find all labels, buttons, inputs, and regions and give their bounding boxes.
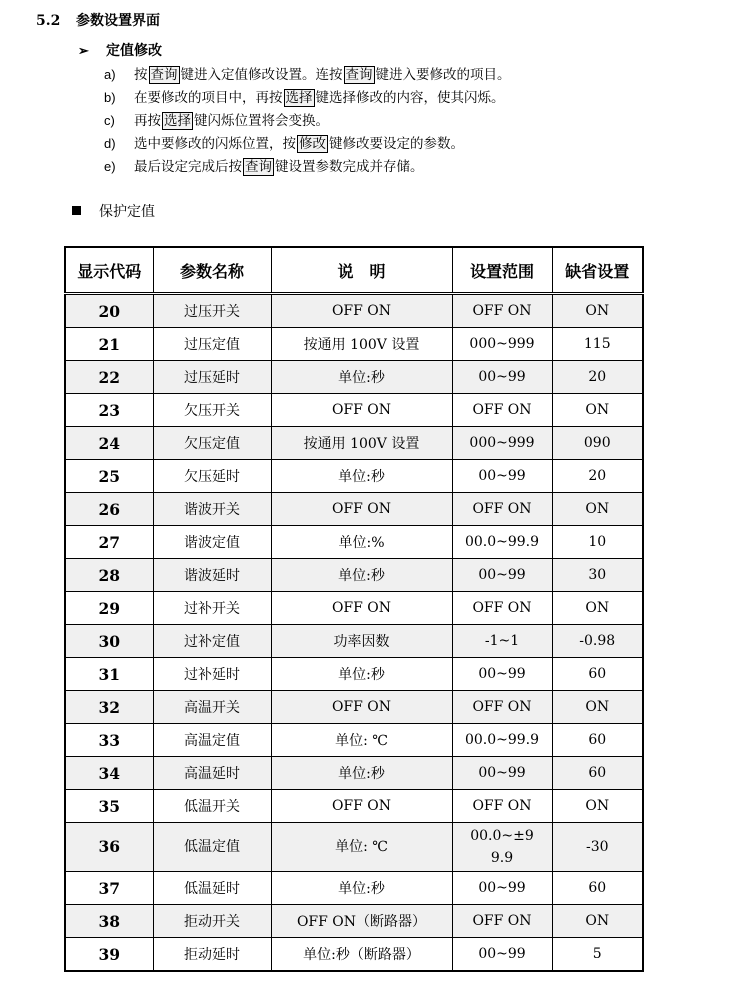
step-item [104, 109, 511, 132]
cell-name: 拒动延时 [153, 938, 271, 972]
cell-code: 35 [65, 790, 153, 823]
table-row [65, 427, 643, 460]
step-text: 在要修改的项目中，再按 [134, 90, 283, 106]
cell-range: -1~1 [452, 625, 552, 658]
header-display-code: 显示代码 [65, 247, 153, 294]
cell-code: 36 [65, 823, 153, 872]
key-query: 查询 [245, 159, 272, 175]
cell-default: 115 [552, 328, 643, 361]
cell-range: 00~99 [452, 559, 552, 592]
arrow-bullet-icon: ➢ [78, 44, 89, 59]
cell-description: OFF ON [271, 294, 452, 328]
step-text: 键修改要设定的参数。 [329, 136, 464, 152]
cell-default: ON [552, 905, 643, 938]
cell-range: 00~99 [452, 938, 552, 972]
cell-code: 22 [65, 361, 153, 394]
table-row [65, 625, 643, 658]
cell-default: 10 [552, 526, 643, 559]
cell-default: 090 [552, 427, 643, 460]
cell-range: 000~999 [452, 328, 552, 361]
cell-default: ON [552, 691, 643, 724]
key-select: 选择 [164, 113, 191, 129]
cell-code: 21 [65, 328, 153, 361]
table-row [65, 658, 643, 691]
cell-default: 20 [552, 361, 643, 394]
cell-description: 单位:秒 [271, 559, 452, 592]
table-row [65, 724, 643, 757]
cell-range: OFF ON [452, 294, 552, 328]
cell-default: 60 [552, 724, 643, 757]
cell-name: 过压延时 [153, 361, 271, 394]
step-item [104, 132, 511, 155]
cell-description: OFF ON [271, 493, 452, 526]
cell-description: OFF ON [271, 592, 452, 625]
cell-name: 谐波延时 [153, 559, 271, 592]
cell-default: ON [552, 294, 643, 328]
cell-range: OFF ON [452, 790, 552, 823]
cell-name: 过补定值 [153, 625, 271, 658]
cell-name: 低温延时 [153, 872, 271, 905]
cell-default: -0.98 [552, 625, 643, 658]
cell-code: 37 [65, 872, 153, 905]
table-row [65, 872, 643, 905]
section-number: 5.2 [36, 13, 61, 29]
cell-range: 00.0~±99.9 [452, 823, 552, 872]
table-body [65, 294, 643, 972]
cell-description: OFF ON（断路器） [271, 905, 452, 938]
cell-description: 单位:秒（断路器） [271, 938, 452, 972]
step-text: 选中要修改的闪烁位置，按 [134, 136, 296, 152]
cell-range: 00~99 [452, 658, 552, 691]
table-row [65, 905, 643, 938]
cell-range: 00~99 [452, 872, 552, 905]
cell-description: OFF ON [271, 790, 452, 823]
key-query: 查询 [150, 67, 178, 83]
cell-description: 功率因数 [271, 625, 452, 658]
cell-range: 00~99 [452, 460, 552, 493]
step-list [104, 63, 511, 178]
cell-code: 25 [65, 460, 153, 493]
cell-code: 26 [65, 493, 153, 526]
cell-name: 拒动开关 [153, 905, 271, 938]
cell-default: ON [552, 790, 643, 823]
cell-range: OFF ON [452, 592, 552, 625]
cell-name: 过压定值 [153, 328, 271, 361]
cell-default: ON [552, 394, 643, 427]
step-text: 键闪烁位置将会变换。 [194, 113, 329, 129]
cell-name: 谐波开关 [153, 493, 271, 526]
cell-name: 高温定值 [153, 724, 271, 757]
step-text: 键选择修改的内容，使其闪烁。 [315, 90, 505, 106]
cell-description: 按通用 100V 设置 [271, 427, 452, 460]
cell-code: 34 [65, 757, 153, 790]
table-row [65, 526, 643, 559]
step-item [104, 155, 511, 178]
cell-description: 按通用 100V 设置 [271, 328, 452, 361]
cell-code: 28 [65, 559, 153, 592]
header-default: 缺省设置 [552, 247, 643, 294]
cell-description: 单位:秒 [271, 361, 452, 394]
cell-range: 00.0~99.9 [452, 526, 552, 559]
table-row [65, 294, 643, 328]
table-header-row [65, 247, 643, 294]
step-item [104, 63, 511, 86]
step-text: 再按 [134, 113, 161, 129]
key-query: 查询 [345, 67, 373, 83]
step-text: 按 [134, 67, 148, 83]
cell-code: 39 [65, 938, 153, 972]
table-row [65, 592, 643, 625]
cell-default: 60 [552, 757, 643, 790]
cell-name: 欠压延时 [153, 460, 271, 493]
table-row [65, 823, 643, 872]
cell-code: 32 [65, 691, 153, 724]
cell-code: 33 [65, 724, 153, 757]
cell-name: 高温延时 [153, 757, 271, 790]
square-bullet-icon [72, 206, 81, 215]
cell-name: 过补延时 [153, 658, 271, 691]
cell-name: 欠压定值 [153, 427, 271, 460]
parameter-table [64, 246, 644, 972]
table-row [65, 790, 643, 823]
table-row [65, 938, 643, 972]
key-select: 选择 [285, 90, 313, 106]
step-item [104, 86, 511, 109]
step-letter: c) [104, 113, 115, 128]
cell-default: 60 [552, 872, 643, 905]
step-text: 键设置参数完成并存储。 [275, 159, 424, 175]
table-row [65, 394, 643, 427]
step-letter: b) [104, 90, 116, 105]
step-text: 键进入要修改的项目。 [375, 67, 511, 83]
table-row [65, 691, 643, 724]
cell-name: 低温开关 [153, 790, 271, 823]
section-title: 参数设置界面 [76, 13, 160, 29]
table-row [65, 559, 643, 592]
cell-description: 单位: ℃ [271, 724, 452, 757]
cell-range: OFF ON [452, 394, 552, 427]
cell-default: 5 [552, 938, 643, 972]
header-param-name: 参数名称 [153, 247, 271, 294]
cell-range: OFF ON [452, 905, 552, 938]
step-letter: d) [104, 136, 116, 151]
cell-range: 00.0~99.9 [452, 724, 552, 757]
key-modify: 修改 [299, 136, 326, 152]
table-row [65, 757, 643, 790]
cell-description: 单位:秒 [271, 757, 452, 790]
cell-description: 单位:秒 [271, 460, 452, 493]
cell-code: 30 [65, 625, 153, 658]
protection-heading [72, 201, 155, 221]
cell-range: OFF ON [452, 493, 552, 526]
cell-description: OFF ON [271, 691, 452, 724]
cell-default: 20 [552, 460, 643, 493]
cell-name: 过补开关 [153, 592, 271, 625]
cell-code: 20 [65, 294, 153, 328]
step-text: 最后设定完成后按 [134, 159, 242, 175]
cell-default: 30 [552, 559, 643, 592]
cell-description: 单位:秒 [271, 872, 452, 905]
cell-range: 00~99 [452, 361, 552, 394]
cell-name: 过压开关 [153, 294, 271, 328]
cell-default: ON [552, 592, 643, 625]
cell-code: 38 [65, 905, 153, 938]
step-letter: a) [104, 67, 116, 82]
step-text: 键进入定值修改设置。连按 [180, 67, 343, 83]
cell-code: 29 [65, 592, 153, 625]
table-row [65, 328, 643, 361]
table-row [65, 361, 643, 394]
cell-code: 23 [65, 394, 153, 427]
cell-range: OFF ON [452, 691, 552, 724]
cell-description: 单位:秒 [271, 658, 452, 691]
cell-description: OFF ON [271, 394, 452, 427]
cell-code: 31 [65, 658, 153, 691]
step-letter: e) [104, 159, 116, 174]
cell-default: ON [552, 493, 643, 526]
cell-code: 24 [65, 427, 153, 460]
table-row [65, 493, 643, 526]
cell-default: 60 [552, 658, 643, 691]
cell-range: 00~99 [452, 757, 552, 790]
cell-description: 单位: ℃ [271, 823, 452, 872]
cell-name: 高温开关 [153, 691, 271, 724]
cell-name: 谐波定值 [153, 526, 271, 559]
cell-description: 单位:% [271, 526, 452, 559]
table-row [65, 460, 643, 493]
cell-code: 27 [65, 526, 153, 559]
subsection-heading [78, 40, 162, 60]
cell-default: -30 [552, 823, 643, 872]
cell-range: 000~999 [452, 427, 552, 460]
header-description: 说 明 [271, 247, 452, 294]
header-setting-range: 设置范围 [452, 247, 552, 294]
section-heading [36, 10, 160, 30]
cell-name: 欠压开关 [153, 394, 271, 427]
subsection-title: 定值修改 [106, 43, 162, 59]
cell-name: 低温定值 [153, 823, 271, 872]
protection-label: 保护定值 [99, 204, 155, 220]
